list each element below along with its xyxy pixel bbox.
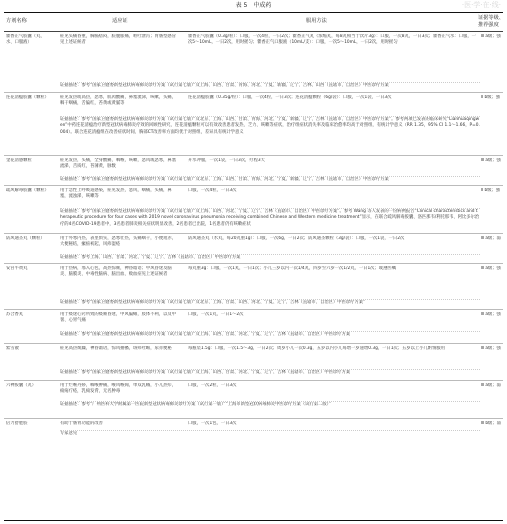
evidence-cell: 专家意见	[60, 430, 480, 440]
usage-cell: 口服，一次4粒，一日3次	[188, 188, 237, 193]
table-caption: 表 5 中成药	[235, 2, 272, 9]
grade-cell: Ⅱ b级；强	[481, 188, 501, 193]
evidence-cell: 证据描述：参考“国家卫健委新型冠状病毒肺炎诊疗方案（试行第七版）”及上海、山西、甘肃、青海、河北、宁夏、新疆、辽宁、吉林、山西（直辖市、自治区）中医诊疗方案	[60, 82, 480, 93]
header-usage: 服用方法	[306, 18, 327, 24]
table-row	[4, 155, 503, 186]
table-row	[4, 92, 503, 156]
formula-name: 安宫牛黄丸	[6, 266, 28, 271]
formula-name: 藿香正气胶囊（丸、水、口服液）	[6, 34, 45, 46]
header-indication: 适应证	[112, 18, 128, 24]
indication-cell: 症见发热或高热，恶寒，肌肉酸痛，鼻塞流涕，咳嗽，头痛，咽干咽痛，舌偏红，苔黄或黄腻等	[60, 95, 177, 107]
indication-cell: 用于急性上呼吸道感染，症见发热，恶风，咽痛，头痛，鼻塞，流浊涕，咳嗽等	[60, 188, 172, 200]
formula-name: 疏风解毒胶囊（颗粒）	[6, 188, 49, 193]
evidence-cell: 证据描述：参考“国家卫健委新型冠状病毒肺炎诊疗方案（试行第七版）”及北京、上海、甘肃、山西、河北、宁夏、辽宁、吉林（直辖市、自治区）中医诊疗方案”	[60, 299, 480, 311]
table-row	[4, 32, 503, 92]
table-bottom-rule	[4, 520, 503, 521]
watermark: ·医·学·在·线·	[461, 1, 501, 9]
indication-cell: 症见高热烦躁，神昏谵语，惊风抽搐，斑疹吐衄，尿赤便秘	[60, 346, 172, 351]
grade-cell: Ⅲ a级；弱	[481, 383, 501, 388]
evidence-cell: 证据描述：参考“国家卫健委新型冠状病毒肺炎诊疗方案（试行第七版）”及北京、上海、山西、甘肃、青海、河北、宁夏、新疆、辽宁、吉林（直辖市、自治区）中医诊疗方案”。参考两项已发表的临床研究“Lianhuaqingwen”中药连花清瘟治疗新型冠状病毒肺炎疗效的回顾性研究，连花清瘟颗粒可以有效改善患者发热、乏力、咳嗽等症状，治疗组症状消失率及临床治愈率均高于对照组，有统计学意义（RR 1.35，95% CI 1.1～1.66，P=0.004）。联合连花清瘟组在改善症状时间、胸部CT改善率方面均优于对照组，差异具有统计学意义	[60, 116, 480, 157]
evidence-cell: 证据描述：参考“广州医科大学附属第一医院新型冠状病毒肺炎诊疗方案（试行第一版）”“上海市新型冠状病毒肺炎中医诊疗方案（试行第二版）”	[60, 401, 480, 420]
usage-cell: 防风通圣丸（水丸，每20丸重1g）：口服，一次6g，一日2次；防风通圣颗粒（3g/袋）：口服，一次1袋，一日2次	[188, 236, 405, 241]
table-row	[4, 380, 503, 419]
table-top-rule	[4, 12, 503, 13]
usage-cell: 每丸重3g：口服，一次1丸，一日1次；小儿三岁以内一次1/4丸，四岁至六岁一次1/2丸，一日1次；或遵医嘱	[188, 266, 396, 271]
indication-cell: 用于痰迷心窍所致的痰厥昏迷，中风偏瘫，肢体不利，以及中暑、心胃气痛	[60, 312, 177, 324]
header-name: 方剂名称	[6, 18, 27, 24]
evidence-cell: 证据描述：参考“国家卫健委新型冠状病毒肺炎诊疗方案（试行第七版）”及上海、山西、河北、宁夏、辽宁、吉林（直辖市、自治区）中医诊疗方案”。参考 Wang 等人发表的一份病例报告“Clinical characteristics and therapeutic procedure for four cases with 2019 novel coronavirus pneumonia receiving combined Chinese and Western medicine treatment”显示，在联合疏风解毒胶囊、洛匹那韦/利托那韦、阿比多尔治疗的4名COVID-19患者中，3名患者肺炎相关症状明显改善，2名患者已出院，1名患者仍有咳嗽症状	[60, 208, 480, 235]
usage-cell: 连花清瘟胶囊（0.35g/粒）：口服，一次4粒，一日3次；连花清瘟颗粒（6g/袋）：口服，一次1袋，一日3次	[188, 95, 392, 100]
evidence-cell: 证据描述：参考“国家卫健委新型冠状病毒肺炎诊疗方案（试行第七版）”及北京、上海、山西、甘肃、青海、河北、宁夏、新疆、辽宁、吉林（直辖市、自治区）中医诊疗方案	[60, 176, 480, 187]
table-row	[4, 343, 503, 381]
formula-name: 金花清感颗粒	[6, 158, 32, 163]
formula-name: 紫雪散	[6, 346, 19, 351]
indication-cell: 症见头痛昏重，胸膈痞闷，脘腹胀痛，呕吐泄泻；胃肠型感冒见上述证候者	[60, 34, 177, 46]
usage-cell: 开水冲服，一次1袋，一日3次，疗程3天	[188, 158, 265, 163]
indication-cell: 用于热病，邪入心包，高热惊厥，神昏谵语；中风昏迷及脑炎、脑膜炎、中毒性脑病、脑出血、败血症见上述证候者	[60, 266, 172, 278]
formula-name: 倍力舒肥胶	[6, 421, 28, 426]
indication-cell: 症见发热，头痛，全身酸痛，咽喉，咳嗽，恶风或恶寒，鼻塞流涕，舌质红，苔薄黄，脉数	[60, 158, 177, 170]
grade-cell: Ⅲ b级；弱	[481, 421, 501, 426]
grade-cell: Ⅲ a级；强	[481, 34, 501, 39]
indication-cell: 用于外寒内热，表里俱实，恶寒壮热，头痛咽干，小便短赤，大便秘结，瘰疬初起，风疹湿疮	[60, 236, 177, 248]
header-grade: 证据等级、推荐强度	[478, 15, 504, 28]
table-row	[4, 233, 503, 264]
formula-name: 苏合香丸	[6, 312, 24, 317]
grade-cell: Ⅲ a级；弱	[481, 236, 501, 241]
evidence-cell: 证据描述：参考上海、山西、甘肃、河北、宁夏、辽宁、吉林（直辖市、自治区）中医诊疗方案	[60, 254, 480, 265]
usage-cell: 口服，一次1丸，一日1～2次	[188, 312, 244, 317]
table-row	[4, 185, 503, 234]
indication-cell: 有助于肠胃功能的改善	[60, 421, 103, 426]
indication-cell: 用于烂喉丹痧，咽喉肿痛，喉风喉痈，单双乳蛾，小儿热疖，痈疡疔疮，乳痈发背，无名肿毒	[60, 383, 177, 395]
table-row	[4, 309, 503, 344]
grade-cell: Ⅲ a级；强	[481, 266, 501, 271]
table-row	[4, 418, 503, 439]
usage-cell: 藿香正气胶囊（0.3g/粒）：口服，一次4粒，一日2次；藿香正气丸（浓缩丸，每8丸相当于饮片3g）：口服，一次8丸，一日3次；藿香正气水：口服，一次5～10mL，一日2次，用时摇匀；藿香正气口服液（10mL/支）：口服，一次5～10mL，一日2次，用时摇匀	[188, 34, 476, 46]
grade-cell: Ⅲ a级；强	[481, 158, 501, 163]
usage-cell: 口服，一次1包，一日3次	[188, 421, 237, 426]
evidence-cell: 证据描述：参考“国家卫健委新型冠状病毒肺炎诊疗方案（试行第七版）”及上海、山西、甘肃、河北、宁夏、辽宁、吉林（直辖市、自治区）中医诊疗方案	[60, 369, 480, 382]
grade-cell: Ⅲ a级；强	[481, 312, 501, 317]
usage-cell: 每瓶装1.5g：口服，一次1.5～3g，一日2次；周岁小儿一次0.3g，五岁以内小儿每增一岁递增0.3g，一日1次；五岁以上小儿酌情服用	[188, 346, 445, 351]
formula-name: 连花清瘟胶囊（颗粒）	[6, 95, 49, 100]
formula-name: 防风通圣丸（颗粒）	[6, 236, 45, 241]
grade-cell: Ⅱ b级；强	[481, 95, 501, 100]
formula-name: 六神胶囊（丸）	[6, 383, 37, 388]
evidence-cell: 证据描述：参考“国家卫健委新型冠状病毒肺炎诊疗方案（试行第七版）”及上海、山西、甘肃、河北、宁夏、辽宁、吉林（直辖市、自治区）中医诊疗方案	[60, 331, 480, 345]
table-row	[4, 263, 503, 310]
usage-cell: 口服，一次2粒，一日3次	[188, 383, 237, 388]
grade-cell: Ⅲ a级；强	[481, 346, 501, 351]
